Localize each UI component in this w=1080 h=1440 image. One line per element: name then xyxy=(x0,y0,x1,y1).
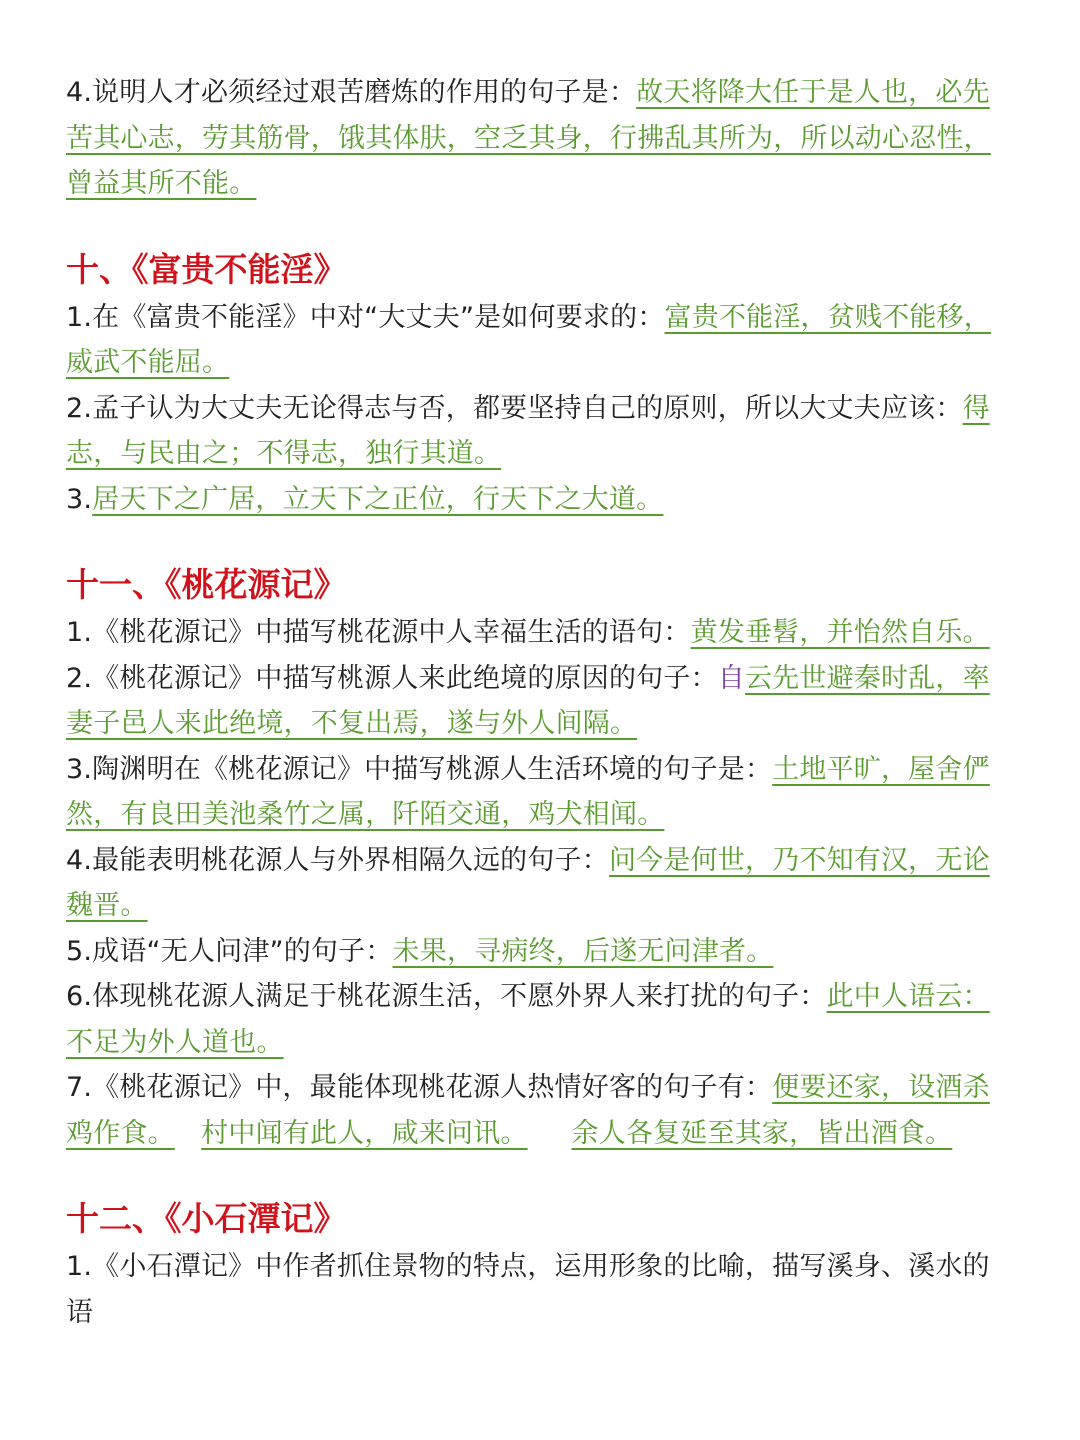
question-text: 6.体现桃花源人满足于桃花源生活，不愿外界人来打扰的句子： xyxy=(66,981,827,1012)
answer-text: 居天下之广居，立天下之正位，行天下之大道。 xyxy=(92,483,664,515)
question-text: 3.陶渊明在《桃花源记》中描写桃源人生活环境的句子是： xyxy=(66,753,773,785)
s9-item-4 xyxy=(66,70,1014,207)
section-title-10: 十、《富贵不能淫》 xyxy=(66,249,347,289)
question-text: 7.《桃花源记》中，最能体现桃花源人热情好客的句子有： xyxy=(66,1072,773,1103)
spacer xyxy=(66,207,1014,247)
s11-item-5 xyxy=(66,929,1014,975)
s11-item-3 xyxy=(66,747,1014,838)
s10-item-1 xyxy=(66,295,1014,386)
answer-text: 问今是何世，乃不知有汉，无论魏晋。 xyxy=(66,844,990,921)
s10-item-2 xyxy=(66,386,1014,477)
s11-item-2 xyxy=(66,656,1014,747)
question-text: 2.孟子认为大丈夫无论得志与否，都要坚持自己的原则，所以大丈夫应该： xyxy=(66,392,963,424)
question-text: 1.在《富贵不能淫》中对“大丈夫”是如何要求的： xyxy=(66,301,665,333)
answer-text: 土地平旷，屋舍俨然，有良田美池桑竹之属，阡陌交通，鸡犬相闻。 xyxy=(66,753,990,830)
answer-text: 云先世避秦时乱，率妻子邑人来此绝境，不复出焉，遂与外人间隔。 xyxy=(66,662,990,739)
question-text: 4.说明人才必须经过艰苦磨炼的作用的句子是： xyxy=(66,77,637,108)
answer-text-3: 余人各复延至其家，皆出酒食。 xyxy=(571,1117,953,1149)
answer-text: 黄发垂髫，并怡然自乐。 xyxy=(690,617,990,648)
question-text: 3. xyxy=(66,483,93,515)
s12-item-1 xyxy=(66,1244,1014,1335)
spacer xyxy=(66,522,1014,562)
section-title-12: 十二、《小石潭记》 xyxy=(66,1199,347,1238)
s11-item-1 xyxy=(66,610,1014,656)
s11-item-7 xyxy=(66,1065,1014,1156)
answer-text: 此中人语云：不足为外人道也。 xyxy=(66,981,990,1058)
question-text: 5.成语“无人问津”的句子： xyxy=(66,935,393,967)
answer-text-1: 便要还家，设酒杀鸡作食。 xyxy=(66,1072,990,1149)
answer-text: 故天将降大任于是人也，必先苦其心志，劳其筋骨，饿其体肤，空乏其身，行拂乱其所为，所以动心忍性，曾益其所不能。 xyxy=(66,77,991,199)
s10-item-3 xyxy=(66,477,1014,523)
answer-text-2: 村中闻有此人，咸来问讯。 xyxy=(201,1117,528,1149)
s11-item-4 xyxy=(66,838,1014,929)
section-title-11: 十一、《桃花源记》 xyxy=(66,565,347,604)
question-text: 4.最能表明桃花源人与外界相隔久远的句子： xyxy=(66,844,609,876)
question-text: 2.《桃花源记》中描写桃源人来此绝境的原因的句子： xyxy=(66,662,718,694)
s11-item-6 xyxy=(66,974,1014,1065)
question-text: 1.《小石潭记》中作者抓住景物的特点，运用形象的比喻，描写溪身、溪水的语 xyxy=(66,1251,990,1328)
answer-text: 未果，寻病终，后遂无问津者。 xyxy=(392,935,774,967)
spacer xyxy=(66,1156,1014,1196)
answer-text: 富贵不能淫，贫贱不能移，威武不能屈。 xyxy=(66,301,991,378)
answer-text: 得志，与民由之；不得志，独行其道。 xyxy=(66,392,990,469)
answer-lead-char: 自 xyxy=(717,662,745,694)
question-text: 1.《桃花源记》中描写桃花源中人幸福生活的语句： xyxy=(66,617,691,648)
